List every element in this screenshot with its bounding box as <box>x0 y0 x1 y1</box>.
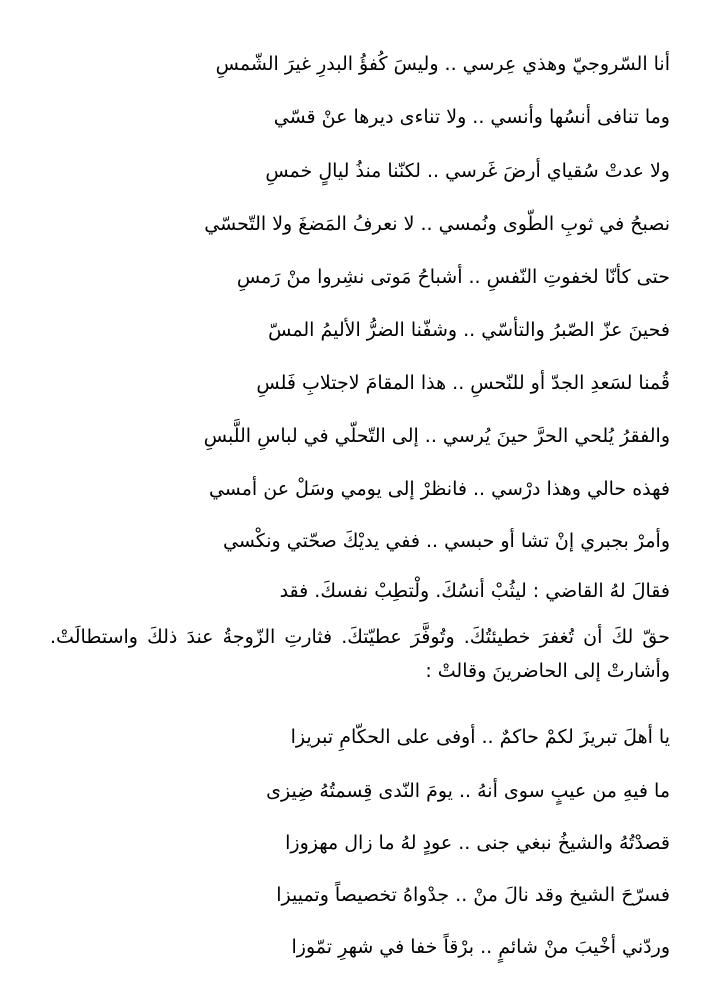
poem-line-4: نصبحُ في ثوبِ الطّوى ونُمسي .. لا نعرفُ المَضغَ ولا التّحسّي <box>204 213 670 235</box>
verse-line-5: وردّني أخْيبَ منْ شائمٍ .. برْقاً خفا في شهرِ تمّوزا <box>291 936 670 958</box>
prose-line-1: فقالَ لهُ القاضي : ليثُبْ أنسُكَ. ولْتطِبْ نفسكَ. فقد <box>279 580 670 602</box>
poem-line-7: قُمنا لسَعدِ الجدّ أو للنّحسِ .. هذا المقامَ لاجتلابِ فَلسِ <box>256 372 670 394</box>
poem-line-5: حتى كأنّا لخفوتِ النّفسِ .. أشباحُ مَوتى نشِروا منْ رَمسِ <box>236 266 670 288</box>
verse-line-2: ما فيهِ من عيبٍ سوى أنهُ .. يومَ النّدى قِسمتُهُ ضِيزى <box>266 780 670 802</box>
poem-line-8: والفقرُ يُلحي الحرَّ حينَ يُرسي .. إلى التّحلّي في لباسِ اللَّبسِ <box>203 425 670 447</box>
verse-line-3: قصدْتُهُ والشيخُ نبغي جنى .. عودٍ لهُ ما زال مهزوزا <box>285 832 670 854</box>
poem-line-9: فهذه حالي وهذا درْسي .. فانظرْ إلى يومي وسَلْ عن أمسي <box>208 478 670 500</box>
poem-line-1: أنا السّروجيّ وهذي عِرسي .. وليسَ كُفؤُ البدرِ غيرَ الشّمسِ <box>215 53 670 75</box>
poem-line-3: ولا عدتْ سُقياي أرضَ غَرسي .. لكنّنا منذُ ليالٍ خمسِ <box>265 160 670 182</box>
poem-line-10: وأمرْ بجبري إنْ تشا أو حبسي .. ففي يديْكَ صحّتي ونكْسي <box>222 530 670 552</box>
poem-line-2: وما تنافى أنسُها وأنسي .. ولا تناءى ديرها عنْ قسّي <box>273 106 670 128</box>
verse-line-1: يا أهلَ تبريزَ لكمْ حاكمٌ .. أوفى على الحكّامِ تبريزا <box>290 726 670 748</box>
verse-line-4: فسرّحَ الشيخ وقد نالَ منْ .. جدْواهُ تخصيصاً وتمييزا <box>276 884 670 906</box>
prose-paragraph: حقّ لكَ أن تُغفرَ خطيئتُكَ. وتُوفَّرَ عطيّتكَ. فثارتِ الزّوجةُ عندَ ذلكَ واستطالَتْ. وأشارتْ إلى الحاضرينَ وقالتْ : <box>50 626 670 682</box>
poem-line-6: فحينَ عزّ الصّبرُ والتأسّي .. وشفّنا الضرُّ الأليمُ المسّ <box>268 319 670 341</box>
